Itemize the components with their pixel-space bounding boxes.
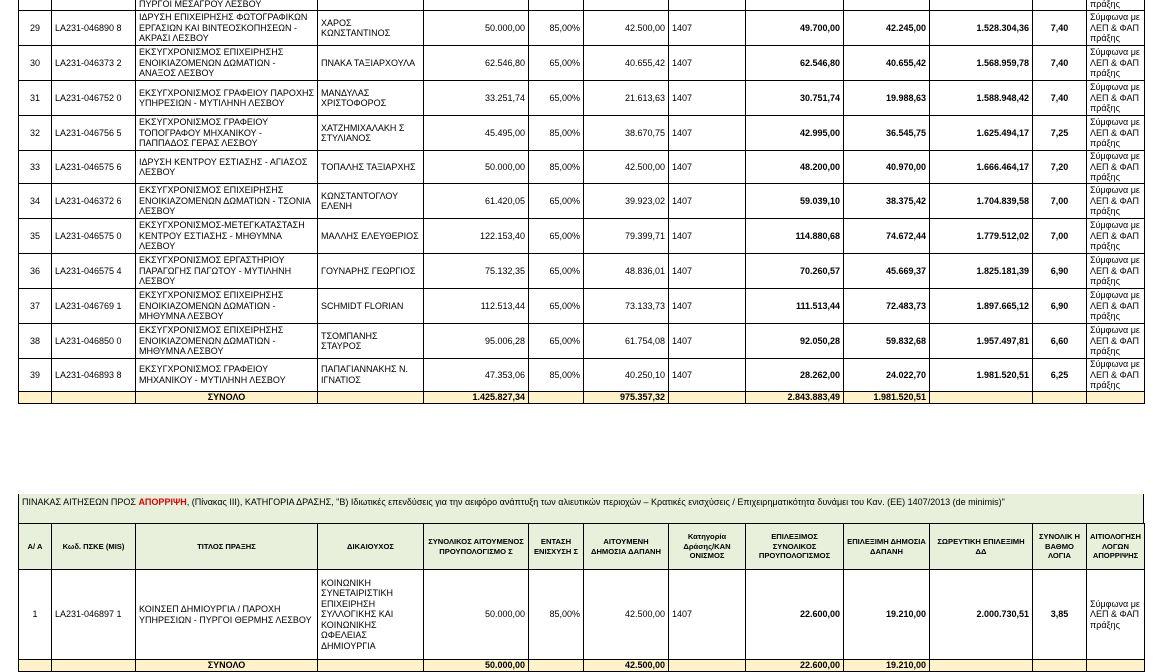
table-row: [19, 219, 1145, 254]
table-row: [19, 184, 1145, 219]
category-cell: 1407: [669, 151, 746, 184]
col-header-eligible-public: ΕΠΙΛΕΞΙΜΗ ΔΗΜΟΣΙΑ ΔΑΠΑΝΗ: [844, 524, 930, 570]
eligible-budget-cell: 62.546,80: [746, 46, 844, 81]
eligible-public-cell: 42.245,00: [844, 11, 930, 46]
reason-cell: Σύμφωνα με ΛΕΠ & ΦΑΠ πράξης: [1087, 81, 1145, 116]
aa-cell: 36: [19, 254, 52, 289]
table-row: [19, 11, 1145, 46]
col-header-beneficiary: ΔΙΚΑΙΟΥΧΟΣ: [318, 524, 424, 570]
requested-cell: 39.923,02: [584, 184, 669, 219]
requested-cell: 42.500,00: [584, 151, 669, 184]
caption-suffix: , (Πίνακας ΙΙΙ), ΚΑΤΗΓΟΡΙΑ ΔΡΑΣΗΣ, "Β) Ιδιωτικές επενδύσεις για την αειφόρο ανάπτυξη των αλιευτικών περιοχών – Κρατικές ενισχύσεις / Επιχειρηματικότητα δυνάμει του Καν. (ΕΕ) 1407/2013 (de minimis)": [186, 497, 1005, 507]
table-row: [19, 324, 1145, 359]
title-cell: ΕΚΣΥΓΧΡΟΝΙΣΜΟΣ ΕΠΙΧΕΙΡΗΣΗΣ ΕΝΟΙΚΙΑΖΟΜΕΝΩΝ ΔΩΜΑΤΙΩΝ - ΑΝΑΞΟΣ ΛΕΣΒΟΥ: [136, 46, 318, 81]
table-row: [19, 116, 1145, 151]
budget-cell: 95.006,28: [424, 324, 529, 359]
total-budget: 1.425.827,34: [424, 391, 529, 403]
category-cell: 1407: [669, 359, 746, 392]
cumulative-cell: 1.568.959,78: [930, 46, 1033, 81]
beneficiary-cell: ΓΟΥΝΑΡΗΣ ΓΕΩΡΓΙΟΣ: [318, 254, 424, 289]
table-row: [19, 151, 1145, 184]
reason-cell: Σύμφωνα με ΛΕΠ & ΦΑΠ πράξης: [1087, 151, 1145, 184]
budget-cell: 122.153,40: [424, 219, 529, 254]
eligible-budget-cell: 111.513,44: [746, 289, 844, 324]
mis-cell: LA231-046373 2: [52, 46, 136, 81]
intensity-cell: 65,00%: [529, 324, 584, 359]
total-budget: 50.000,00: [424, 660, 529, 672]
header-row: [19, 524, 1145, 570]
category-cell: 1407: [669, 254, 746, 289]
col-header-title: ΤΙΤΛΟΣ ΠΡΑΞΗΣ: [136, 524, 318, 570]
reason-cell: Σύμφωνα με ΛΕΠ & ΦΑΠ πράξης: [1087, 324, 1145, 359]
budget-cell: 75.132,35: [424, 254, 529, 289]
mis-cell: LA231-046575 6: [52, 151, 136, 184]
category-cell: 1407: [669, 289, 746, 324]
budget-cell: 62.546,80: [424, 46, 529, 81]
mis-cell: LA231-046575 0: [52, 219, 136, 254]
intensity-cell: 85,00%: [529, 359, 584, 392]
reason-cell: Σύμφωνα με ΛΕΠ & ΦΑΠ πράξης: [1087, 46, 1145, 81]
intensity-cell: 65,00%: [529, 289, 584, 324]
score-cell: 7,40: [1033, 81, 1087, 116]
beneficiary-cell: ΧΑΡΟΣ ΚΩΝΣΤΑΝΤΙΝΟΣ: [318, 11, 424, 46]
beneficiary-cell: ΜΑΛΛΗΣ ΕΛΕΥΘΕΡΙΟΣ: [318, 219, 424, 254]
eligible-budget-cell: 114.880,68: [746, 219, 844, 254]
eligible-public-cell: 72.483,73: [844, 289, 930, 324]
title-cell: ΕΚΣΥΓΧΡΟΝΙΣΜΟΣ ΓΡΑΦΕΙΟΥ ΜΗΧΑΝΙΚΟΥ - ΜΥΤΙΛΗΝΗ ΛΕΣΒΟΥ: [136, 359, 318, 392]
mis-cell: LA231-046897 1: [52, 570, 136, 660]
aa-cell: 29: [19, 11, 52, 46]
total-label: ΣΥΝΟΛΟ: [136, 391, 318, 403]
title-cell: ΙΔΡΥΣΗ ΚΕΝΤΡΟΥ ΕΣΤΙΑΣΗΣ - ΑΓΙΑΣΟΣ ΛΕΣΒΟΥ: [136, 151, 318, 184]
total-requested: 42.500,00: [584, 660, 669, 672]
aa-cell: 34: [19, 184, 52, 219]
budget-cell: 45.495,00: [424, 116, 529, 151]
budget-cell: 112.513,44: [424, 289, 529, 324]
beneficiary-cell: ΚΟΙΝΩΝΙΚΗ ΣΥΝΕΤΑΙΡΙΣΤΙΚΗ ΕΠΙΧΕΙΡΗΣΗ ΣΥΛΛΟΓΙΚΗΣ ΚΑΙ ΚΟΙΝΩΝΙΚΗΣ ΩΦΕΛΕΙΑΣ ΔΗΜΙΟΥΡΓΙΑ: [318, 570, 424, 660]
cumulative-cell: 1.625.494,17: [930, 116, 1033, 151]
category-cell: 1407: [669, 184, 746, 219]
eligible-public-cell: 19.988,63: [844, 81, 930, 116]
total-eligible-public: 19.210,00: [844, 660, 930, 672]
col-header-aa: Α/ Α: [19, 524, 52, 570]
category-cell: 1407: [669, 324, 746, 359]
title-cell: ΠΥΡΓΟΙ ΜΕΣΑΓΡΟΥ ΛΕΣΒΟΥ: [136, 0, 318, 11]
title-cell: ΕΚΣΥΓΧΡΟΝΙΣΜΟΣ ΕΠΙΧΕΙΡΗΣΗΣ ΕΝΟΙΚΙΑΖΟΜΕΝΩΝ ΔΩΜΑΤΙΩΝ - ΤΣΟΝΙΑ ΛΕΣΒΟΥ: [136, 184, 318, 219]
cumulative-cell: 1.957.497,81: [930, 324, 1033, 359]
cumulative-cell: 1.825.181,39: [930, 254, 1033, 289]
requested-cell: 21.613,63: [584, 81, 669, 116]
caption-highlight: ΑΠΟΡΡΙΨΗ: [138, 497, 187, 507]
eligible-budget-cell: 92.050,28: [746, 324, 844, 359]
intensity-cell: 85,00%: [529, 570, 584, 660]
intensity-cell: 85,00%: [529, 151, 584, 184]
intensity-cell: 65,00%: [529, 81, 584, 116]
rejection-table-caption: [18, 494, 1144, 524]
score-cell: 7,25: [1033, 116, 1087, 151]
score-cell: 3,85: [1033, 570, 1087, 660]
eligible-budget-cell: 28.262,00: [746, 359, 844, 392]
beneficiary-cell: ΠΑΠΑΓΙΑΝΝΑΚΗΣ Ν. ΙΓΝΑΤΙΟΣ: [318, 359, 424, 392]
budget-cell: 50.000,00: [424, 570, 529, 660]
eligible-public-cell: 36.545,75: [844, 116, 930, 151]
eligible-budget-cell: 59.039,10: [746, 184, 844, 219]
cumulative-cell: 2.000.730,51: [930, 570, 1033, 660]
requested-cell: 40.655,42: [584, 46, 669, 81]
category-cell: 1407: [669, 46, 746, 81]
cumulative-cell: 1.779.512,02: [930, 219, 1033, 254]
eligible-public-cell: 24.022,70: [844, 359, 930, 392]
total-label: ΣΥΝΟΛΟ: [136, 660, 318, 672]
eligible-public-cell: 74.672,44: [844, 219, 930, 254]
mis-cell: LA231-046850 0: [52, 324, 136, 359]
category-cell: 1407: [669, 116, 746, 151]
requested-cell: 79.399,71: [584, 219, 669, 254]
aa-cell: 32: [19, 116, 52, 151]
table-row: [19, 289, 1145, 324]
cumulative-cell: 1.666.464,17: [930, 151, 1033, 184]
score-cell: 6,25: [1033, 359, 1087, 392]
aa-cell: 39: [19, 359, 52, 392]
eligible-budget-cell: 30.751,74: [746, 81, 844, 116]
eligible-public-cell: 45.669,37: [844, 254, 930, 289]
score-cell: 6,60: [1033, 324, 1087, 359]
table-row: [19, 254, 1145, 289]
eligible-budget-cell: 42.995,00: [746, 116, 844, 151]
requested-cell: 38.670,75: [584, 116, 669, 151]
category-cell: 1407: [669, 11, 746, 46]
col-header-eligible-budget: ΕΠΙΛΕΞΙΜΟΣ ΣΥΝΟΛΙΚΟΣ ΠΡΟΥΠΟΛΟΓΙΣΜΟΣ: [746, 524, 844, 570]
intensity-cell: 65,00%: [529, 219, 584, 254]
eligible-public-cell: 19.210,00: [844, 570, 930, 660]
mis-cell: LA231-046890 8: [52, 11, 136, 46]
reason-cell: Σύμφωνα με ΛΕΠ & ΦΑΠ πράξης: [1087, 289, 1145, 324]
mis-cell: LA231-046575 4: [52, 254, 136, 289]
requested-cell: 40.250,10: [584, 359, 669, 392]
reason-cell: Σύμφωνα με ΛΕΠ & ΦΑΠ πράξης: [1087, 359, 1145, 392]
beneficiary-cell: ΜΑΝΔΥΛΑΣ ΧΡΙΣΤΟΦΟΡΟΣ: [318, 81, 424, 116]
score-cell: 7,40: [1033, 11, 1087, 46]
title-cell: ΙΔΡΥΣΗ ΕΠΙΧΕΙΡΗΣΗΣ ΦΩΤΟΓΡΑΦΙΚΩΝ ΕΡΓΑΣΙΩΝ ΚΑΙ ΒΙΝΤΕΟΣΚΟΠΗΣΕΩΝ - ΑΚΡΑΣΙ ΛΕΣΒΟΥ: [136, 11, 318, 46]
reason-cell: Σύμφωνα με ΛΕΠ & ΦΑΠ πράξης: [1087, 116, 1145, 151]
table-row: [19, 46, 1145, 81]
table-row-partial: [19, 0, 1145, 11]
score-cell: 7,00: [1033, 219, 1087, 254]
col-header-reason: ΑΙΤΙΟΛΟΓΗΣΗ ΛΟΓΩΝ ΑΠΟΡΡΙΨΗΣ: [1087, 524, 1145, 570]
beneficiary-cell: ΤΟΠΑΛΗΣ ΤΑΞΙΑΡΧΗΣ: [318, 151, 424, 184]
beneficiary-cell: ΧΑΤΖΗΜΙΧΑΛΑΚΗ Σ ΣΤΥΛΙΑΝΟΣ: [318, 116, 424, 151]
title-cell: ΕΚΣΥΓΧΡΟΝΙΣΜΟΣ-ΜΕΤΕΓΚΑΤΑΣΤΑΣΗ ΚΕΝΤΡΟΥ ΕΣΤΙΑΣΗΣ - ΜΗΘΥΜΝΑ ΛΕΣΒΟΥ: [136, 219, 318, 254]
requested-cell: 42.500,00: [584, 11, 669, 46]
reason-cell: Σύμφωνα με ΛΕΠ & ΦΑΠ πράξης: [1087, 254, 1145, 289]
title-cell: ΕΚΣΥΓΧΡΟΝΙΣΜΟΣ ΕΡΓΑΣΤΗΡΙΟΥ ΠΑΡΑΓΩΓΗΣ ΠΑΓΩΤΟΥ - ΜΥΤΙΛΗΝΗ ΛΕΣΒΟΥ: [136, 254, 318, 289]
intensity-cell: 65,00%: [529, 184, 584, 219]
aa-cell: 37: [19, 289, 52, 324]
mis-cell: LA231-046893 8: [52, 359, 136, 392]
title-cell: ΕΚΣΥΓΧΡΟΝΙΣΜΟΣ ΓΡΑΦΕΙΟΥ ΤΟΠΟΓΡΑΦΟΥ ΜΗΧΑΝΙΚΟΥ - ΠΑΠΠΑΔΟΣ ΓΕΡΑΣ ΛΕΣΒΟΥ: [136, 116, 318, 151]
beneficiary-cell: ΤΣΟΜΠΑΝΗΣ ΣΤΑΥΡΟΣ: [318, 324, 424, 359]
cumulative-cell: 1.981.520,51: [930, 359, 1033, 392]
intensity-cell: 65,00%: [529, 46, 584, 81]
category-cell: 1407: [669, 81, 746, 116]
table-row: [19, 81, 1145, 116]
total-requested: 975.357,32: [584, 391, 669, 403]
eligible-budget-cell: 22.600,00: [746, 570, 844, 660]
title-cell: ΚΟΙΝΣΕΠ ΔΗΜΙΟΥΡΓΙΑ / ΠΑΡΟΧΗ ΥΠΗΡΕΣΙΩΝ - ΠΥΡΓΟΙ ΘΕΡΜΗΣ ΛΕΣΒΟΥ: [136, 570, 318, 660]
budget-cell: 61.420,05: [424, 184, 529, 219]
mis-cell: LA231-046769 1: [52, 289, 136, 324]
reason-cell: Σύμφωνα με ΛΕΠ & ΦΑΠ πράξης: [1087, 219, 1145, 254]
caption-prefix: ΠΙΝΑΚΑΣ ΑΙΤΗΣΕΩΝ ΠΡΟΣ: [22, 497, 139, 507]
score-cell: 7,00: [1033, 184, 1087, 219]
aa-cell: 33: [19, 151, 52, 184]
requested-cell: 73.133,73: [584, 289, 669, 324]
total-eligible-budget: 22.600,00: [746, 660, 844, 672]
total-eligible-budget: 2.843.883,49: [746, 391, 844, 403]
aa-cell: 1: [19, 570, 52, 660]
table-row: [19, 570, 1145, 660]
reason-cell: Σύμφωνα με ΛΕΠ & ΦΑΠ πράξης: [1087, 570, 1145, 660]
score-cell: 7,40: [1033, 46, 1087, 81]
rejection-table: [18, 523, 1145, 672]
requested-cell: 61.754,08: [584, 324, 669, 359]
score-cell: 6,90: [1033, 254, 1087, 289]
aa-cell: 38: [19, 324, 52, 359]
total-row: [19, 391, 1145, 403]
beneficiary-cell: ΚΩΝΣΤΑΝΤΟΓΛΟΥ ΕΛΕΝΗ: [318, 184, 424, 219]
reason-cell: Σύμφωνα με ΛΕΠ & ΦΑΠ πράξης: [1087, 184, 1145, 219]
aa-cell: 31: [19, 81, 52, 116]
mis-cell: LA231-046756 5: [52, 116, 136, 151]
cumulative-cell: 1.897.665,12: [930, 289, 1033, 324]
eligible-budget-cell: 70.260,57: [746, 254, 844, 289]
eligible-budget-cell: 48.200,00: [746, 151, 844, 184]
aa-cell: 35: [19, 219, 52, 254]
cumulative-cell: 1.588.948,42: [930, 81, 1033, 116]
category-cell: 1407: [669, 570, 746, 660]
budget-cell: 33.251,74: [424, 81, 529, 116]
requested-cell: 42.500,00: [584, 570, 669, 660]
intensity-cell: 85,00%: [529, 11, 584, 46]
total-eligible-public: 1.981.520,51: [844, 391, 930, 403]
selection-table: [18, 0, 1145, 404]
budget-cell: 50.000,00: [424, 151, 529, 184]
eligible-public-cell: 38.375,42: [844, 184, 930, 219]
cumulative-cell: 1.704.839,58: [930, 184, 1033, 219]
score-cell: 6,90: [1033, 289, 1087, 324]
beneficiary-cell: SCHMIDT FLORIAN: [318, 289, 424, 324]
col-header-score: ΣΥΝΟΛΙΚ Η ΒΑΘΜΟ ΛΟΓΙΑ: [1033, 524, 1087, 570]
col-header-budget: ΣΥΝΟΛΙΚΟΣ ΑΙΤΟΥΜΕΝΟΣ ΠΡΟΥΠΟΛΟΓΙΣΜΟ Σ: [424, 524, 529, 570]
cumulative-cell: 1.528.304,36: [930, 11, 1033, 46]
eligible-public-cell: 40.970,00: [844, 151, 930, 184]
category-cell: 1407: [669, 219, 746, 254]
title-cell: ΕΚΣΥΓΧΡΟΝΙΣΜΟΣ ΕΠΙΧΕΙΡΗΣΗΣ ΕΝΟΙΚΙΑΖΟΜΕΝΩΝ ΔΩΜΑΤΙΩΝ - ΜΗΘΥΜΝΑ ΛΕΣΒΟΥ: [136, 324, 318, 359]
title-cell: ΕΚΣΥΓΧΡΟΝΙΣΜΟΣ ΓΡΑΦΕΙΟΥ ΠΑΡΟΧΗΣ ΥΠΗΡΕΣΙΩΝ - ΜΥΤΙΛΗΝΗ ΛΕΣΒΟΥ: [136, 81, 318, 116]
eligible-budget-cell: 49.700,00: [746, 11, 844, 46]
col-header-intensity: ΕΝΤΑΣΗ ΕΝΙΣΧΥΣΗ Σ: [529, 524, 584, 570]
title-cell: ΕΚΣΥΓΧΡΟΝΙΣΜΟΣ ΕΠΙΧΕΙΡΗΣΗΣ ΕΝΟΙΚΙΑΖΟΜΕΝΩΝ ΔΩΜΑΤΙΩΝ - ΜΗΘΥΜΝΑ ΛΕΣΒΟΥ: [136, 289, 318, 324]
aa-cell: 30: [19, 46, 52, 81]
eligible-public-cell: 40.655,42: [844, 46, 930, 81]
budget-cell: 47.353,06: [424, 359, 529, 392]
col-header-cumulative: ΣΩΡΕΥΤΙΚΗ ΕΠΙΛΕΞΙΜΗ ΔΔ: [930, 524, 1033, 570]
reason-cell: Σύμφωνα με ΛΕΠ & ΦΑΠ πράξης: [1087, 11, 1145, 46]
intensity-cell: 85,00%: [529, 116, 584, 151]
budget-cell: 50.000,00: [424, 11, 529, 46]
requested-cell: 48.836,01: [584, 254, 669, 289]
mis-cell: LA231-046372 6: [52, 184, 136, 219]
table-row: [19, 359, 1145, 392]
reason-cell: πράξης: [1087, 0, 1145, 11]
col-header-category: Κατηγορία Δράσης/ΚΑΝ ΟΝΙΣΜΟΣ: [669, 524, 746, 570]
col-header-requested: ΑΙΤΟΥΜΕΝΗ ΔΗΜΟΣΙΑ ΔΑΠΑΝΗ: [584, 524, 669, 570]
mis-cell: LA231-046752 0: [52, 81, 136, 116]
col-header-mis: Κωδ. ΠΣΚΕ (MIS): [52, 524, 136, 570]
score-cell: 7,20: [1033, 151, 1087, 184]
intensity-cell: 65,00%: [529, 254, 584, 289]
eligible-public-cell: 59.832,68: [844, 324, 930, 359]
beneficiary-cell: ΠΝΑΚΑ ΤΑΞΙΑΡΧΟΥΛΑ: [318, 46, 424, 81]
